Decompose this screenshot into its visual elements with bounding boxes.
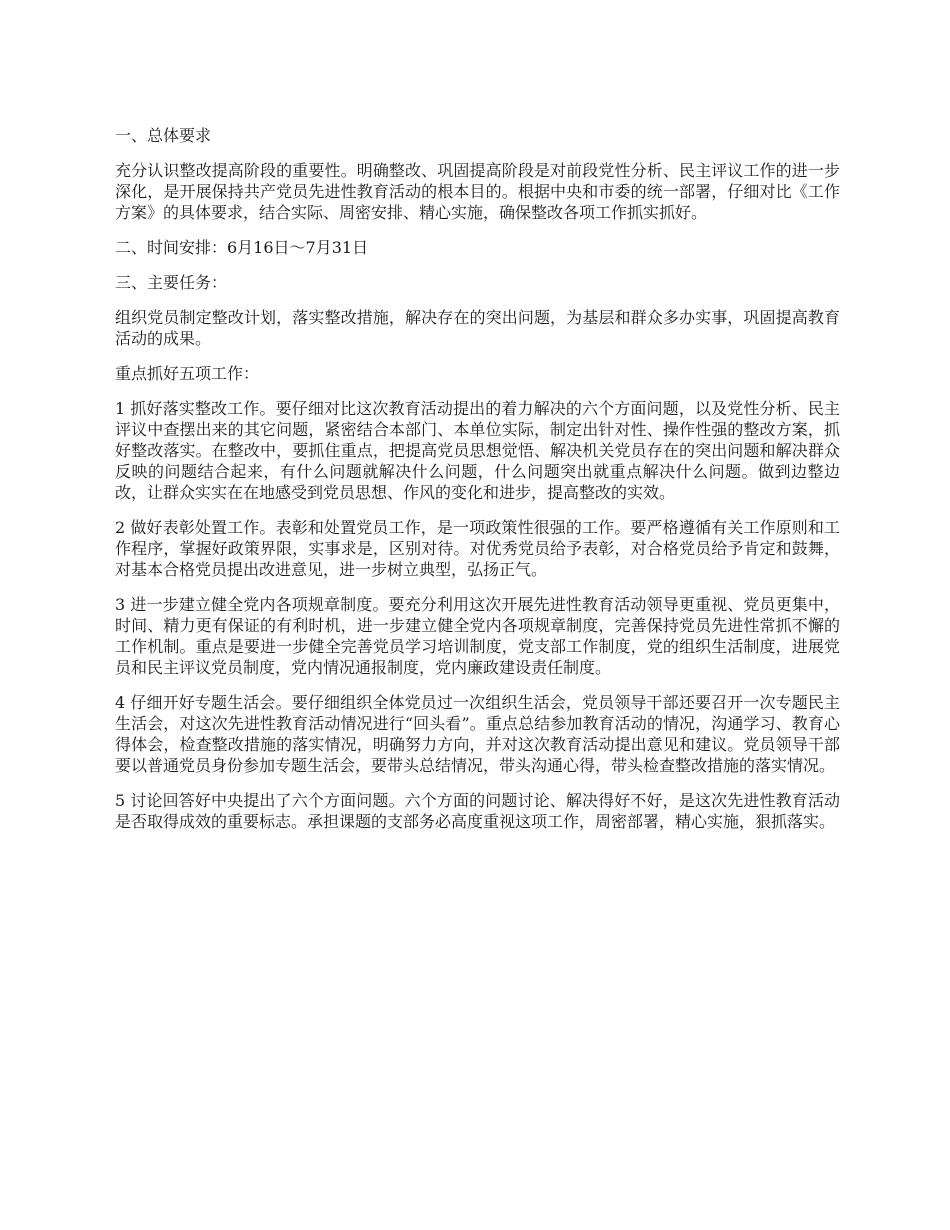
task-5-paragraph: 5 讨论回答好中央提出了六个方面问题。六个方面的问题讨论、解决得好不好，是这次先进性教育活动是否取得成效的重要标志。承担课题的支部务必高度重视这项工作，周密部署，精心实施，狠抓落实。 xyxy=(115,791,840,831)
task-1-paragraph: 1 抓好落实整改工作。要仔细对比这次教育活动提出的着力解决的六个方面问题，以及党性分析、民主评议中查摆出来的其它问题，紧密结合本部门、本单位实际，制定出针对性、操作性强的整改方案，抓好整改落实。在整改中，要抓住重点，把提高党员思想觉悟、解决机关党员存在的突出问题和解决群众反映的问题结合起来，有什么问题就解决什么问题，什么问题突出就重点解决什么问题。做到边整边改，让群众实实在在地感受到党员思想、作风的变化和进步，提高整改的实效。 xyxy=(115,399,840,502)
section-1-body: 充分认识整改提高阶段的重要性。明确整改、巩固提高阶段是对前段党性分析、民主评议工作的进一步深化，是开展保持共产党员先进性教育活动的根本目的。根据中央和市委的统一部署，仔细对比《工作方案》的具体要求，结合实际、周密安排、精心实施，确保整改各项工作抓实抓好。 xyxy=(115,161,840,222)
task-4-paragraph: 4 仔细开好专题生活会。要仔细组织全体党员过一次组织生活会，党员领导干部还要召开一次专题民主生活会，对这次先进性教育活动情况进行“回头看”。重点总结参加教育活动的情况，沟通学习、教育心得体会，检查整改措施的落实情况，明确努力方向，并对这次教育活动提出意见和建议。党员领导干部要以普通党员身份参加专题生活会，要带头总结情况，带头沟通心得，带头检查整改措施的落实情况。 xyxy=(115,693,840,775)
five-tasks-heading: 重点抓好五项工作： xyxy=(115,364,260,383)
section-1-heading: 一、总体要求 xyxy=(115,126,212,145)
task-2-paragraph: 2 做好表彰处置工作。表彰和处置党员工作，是一项政策性很强的工作。要严格遵循有关工作原则和工作程序，掌握好政策界限，实事求是，区别对待。对优秀党员给予表彰，对合格党员给予肯定和鼓舞，对基本合格党员提出改进意见，进一步树立典型，弘扬正气。 xyxy=(115,518,840,579)
section-3-intro: 组织党员制定整改计划，落实整改措施，解决存在的突出问题，为基层和群众多办实事，巩固提高教育活动的成果。 xyxy=(115,308,840,348)
document-page xyxy=(115,125,840,846)
section-2-heading: 二、时间安排：6月16日～7月31日 xyxy=(115,238,369,257)
section-3-heading: 三、主要任务： xyxy=(115,273,228,292)
task-3-paragraph: 3 进一步建立健全党内各项规章制度。要充分利用这次开展先进性教育活动领导更重视、党员更集中，时间、精力更有保证的有利时机，进一步建立健全党内各项规章制度，完善保持党员先进性常抓不懈的工作机制。重点是要进一步健全完善党员学习培训制度，党支部工作制度，党的组织生活制度，进展党员和民主评议党员制度，党内情况通报制度，党内廉政建设责任制度。 xyxy=(115,595,840,677)
